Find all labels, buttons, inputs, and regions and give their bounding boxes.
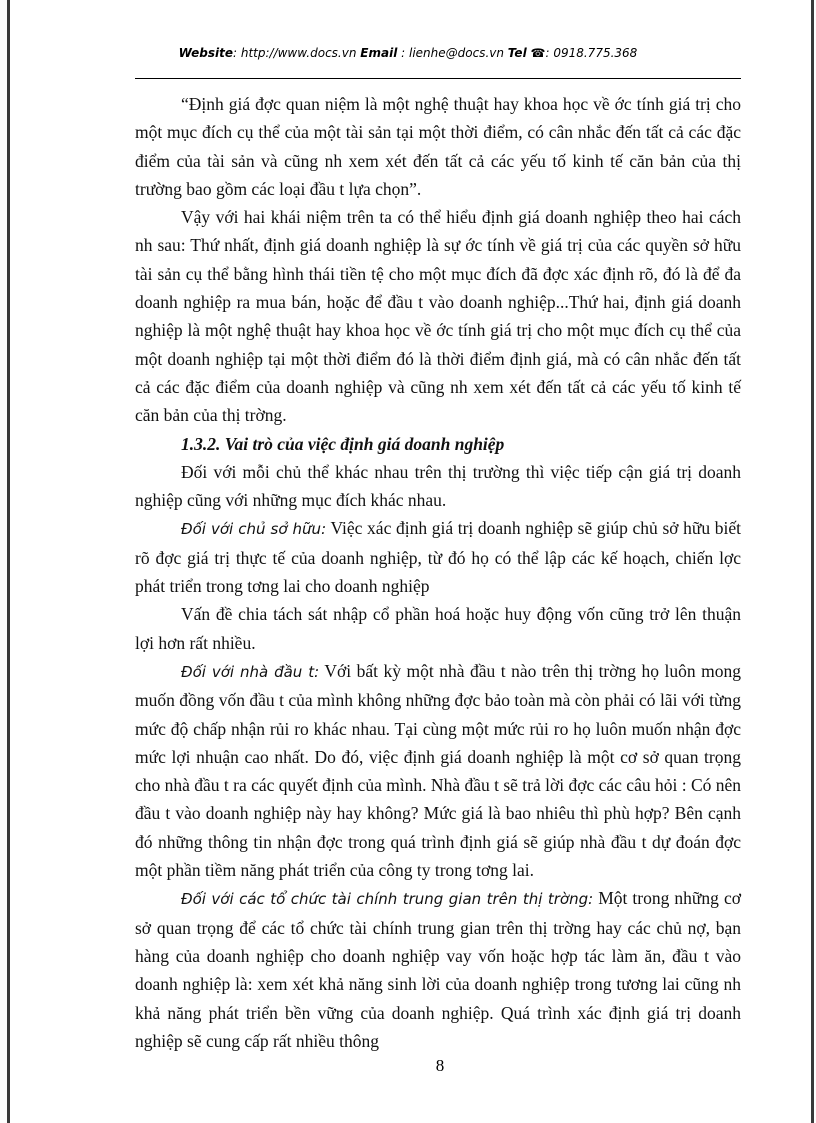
header-rule bbox=[135, 78, 741, 79]
page-header bbox=[135, 46, 681, 66]
section-heading: 1.3.2. Vai trò của việc định giá doanh nghiệp bbox=[181, 433, 505, 454]
investor-lead: Đối với nhà đầu t: bbox=[181, 662, 320, 681]
investor-body: Với bất kỳ một nhà đầu t nào trên thị trờng họ luôn mong muốn đồng vốn đầu t của mình không những đợc bảo toàn mà còn phải có lãi với từng mức độ chấp nhận rủi ro khác nhau. Tại cùng một mức rủi ro họ luôn muốn nhận đợc mức lợi nhuận cao nhất. Do đó, việc định giá doanh nghiệp là một cơ sở quan trọng cho nhà đầu t ra các quyết định của mình. Nhà đầu t sẽ trả lời đợc các câu hỏi : Có nên đầu t vào doanh nghiệp này hay không? Mức giá là bao nhiêu thì phù hợp? Bên cạnh đó những thông tin nhận đợc trong quá trình định giá sẽ giúp nhà đầu t dự đoán đợc một phần tiềm năng phát triển của công ty trong tơng lai. bbox=[135, 660, 742, 881]
paragraph-two-approaches: Vậy với hai khái niệm trên ta có thể hiểu định giá doanh nghiệp theo hai cách nh sau: Thứ nhất, định giá doanh nghiệp là sự ớc tính về giá trị của các quyền sở hữu tài sản cụ thể bằng hình thái tiền tệ cho một mục đích đã đợc xác định rõ, đó là để đa doanh nghiệp ra mua bán, hoặc để đầu t vào doanh nghiệp...Thứ hai, định giá doanh nghiệp là một nghệ thuật hay khoa học về ớc tính giá trị cho một mục đích cụ thể của một doanh nghiệp tại một thời điểm đó là thời điểm định giá, mà có cân nhắc đến tất cả các đặc điểm của doanh nghiệp và cũng nh xem xét đến tất cả các yếu tố kinh tế căn bản của thị trờng. bbox=[135, 207, 741, 426]
phone-icon: ☎ bbox=[530, 46, 546, 60]
page-border-right bbox=[811, 0, 814, 1123]
intermediaries-lead: Đối với các tổ chức tài chính trung gian trên thị trờng: bbox=[181, 890, 594, 909]
page-number: 8 bbox=[435, 1056, 445, 1075]
email-label: Email bbox=[360, 46, 398, 60]
owner-body: Việc xác định giá trị doanh nghiệp sẽ giúp chủ sở hữu biết rõ đợc giá trị thực tế của doanh nghiệp, từ đó họ có thể lập các kế hoạch, chiến lợc phát triển trong tơng lai cho doanh nghiệp bbox=[135, 518, 741, 597]
paragraph-merger: Vấn đề chia tách sát nhập cổ phần hoá hoặc huy động vốn cũng trở lên thuận lợi hơn rất nhiều. bbox=[135, 604, 741, 653]
tel-label: Tel bbox=[507, 46, 527, 60]
owner-lead: Đối với chủ sở hữu: bbox=[181, 520, 327, 539]
paragraph-definition-quote: “Định giá đợc quan niệm là một nghệ thuật hay khoa học về ớc tính giá trị cho một mục đích cụ thể của một tài sản tại một thời điểm, có cân nhắc đến tất cả các đặc điểm của tài sản và cũng nh xem xét đến tất cả các yếu tố kinh tế căn bản của thị trường bao gồm các loại đầu t lựa chọn”. bbox=[135, 94, 741, 199]
tel-value: : 0918.775.368 bbox=[545, 46, 638, 60]
paragraph-owner bbox=[135, 514, 741, 600]
paragraph-investor bbox=[135, 657, 741, 884]
paragraph-financial-intermediaries bbox=[135, 884, 741, 1055]
document-body bbox=[135, 90, 741, 1055]
paragraph-intro-role: Đối với mỗi chủ thể khác nhau trên thị trường thì việc tiếp cận giá trị doanh nghiệp cũng với những mục đích khác nhau. bbox=[135, 461, 741, 511]
intermediaries-body: Một trong những cơ sở quan trọng để các tổ chức tài chính trung gian trên thị trờng hay các chủ nợ, bạn hàng của doanh nghiệp cho doanh nghiệp vay vốn hoặc hợp tác làm ăn, đầu t vào doanh nghiệp là: xem xét khả năng sinh lời của doanh nghiệp trong tương lai cũng nh khả năng phát triển bền vững của doanh nghiệp. Quá trình xác định giá trị doanh nghiệp sẽ cung cấp rất nhiều thông bbox=[135, 888, 741, 1051]
page-border-left bbox=[7, 0, 10, 1123]
website-label: Website bbox=[178, 46, 233, 60]
website-value: : http://www.docs.vn bbox=[233, 46, 357, 60]
email-value: : lienhe@docs.vn bbox=[397, 46, 504, 60]
